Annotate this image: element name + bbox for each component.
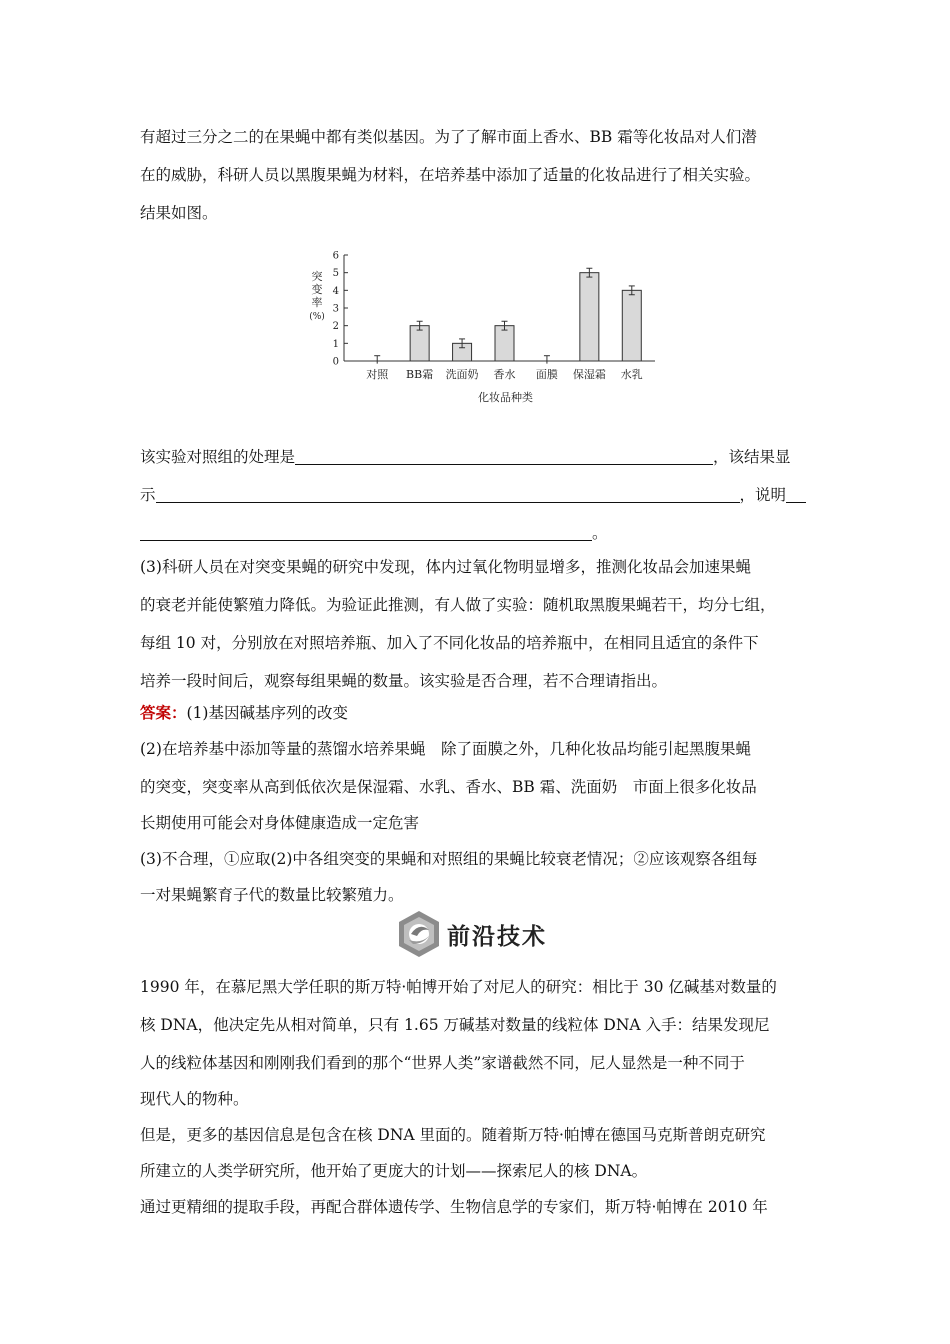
q2-line-1-tail: ，该结果显 — [713, 448, 791, 466]
bar — [495, 326, 514, 361]
q2-line-2-tail: ，说明 — [739, 486, 787, 504]
bar — [580, 273, 599, 361]
frontier-p1-line-4: 现代人的物种。 — [140, 1090, 249, 1108]
answer-3-line-2: 一对果蝇繁育子代的数量比较繁殖力。 — [140, 886, 404, 904]
answer-3-line-1: (3)不合理，①应取(2)中各组突变的果蝇和对照组的果蝇比较衰老情况；②应该观察各组每 — [140, 850, 758, 868]
frontier-p2-line-2: 所建立的人类学研究所，他开始了更庞大的计划——探索尼人的核 DNA。 — [140, 1162, 648, 1180]
answer-2-line-2: 的突变，突变率从高到低依次是保湿霜、水乳、香水、BB 霜、洗面奶 市面上很多化妆品 — [140, 778, 757, 796]
y-tick-label: 6 — [332, 250, 339, 262]
bar — [410, 326, 429, 361]
q3-line-4: 培养一段时间后，观察每组果蝇的数量。该实验是否合理，若不合理请指出。 — [140, 672, 668, 690]
q3-line-2: 的衰老并能使繁殖力降低。为验证此推测，有人做了实验：随机取黑腹果蝇若干，均分七组， — [140, 596, 776, 614]
x-tick-label: BB霜 — [406, 368, 434, 381]
frontier-logo-icon — [395, 910, 443, 958]
y-axis-label: 突 — [311, 270, 323, 283]
answer-2-line-3: 长期使用可能会对身体健康造成一定危害 — [140, 814, 420, 832]
q3-line-3: 每组 10 对，分别放在对照培养瓶、加入了不同化妆品的培养瓶中，在相同且适宜的条件下 — [140, 634, 759, 652]
y-tick-label: 3 — [332, 303, 339, 315]
q2-line-2 — [140, 484, 820, 506]
q2-line-2-text: 示 — [140, 486, 156, 504]
q2-line-1 — [140, 446, 820, 468]
x-tick-label: 水乳 — [620, 368, 643, 381]
answer-line-1 — [140, 702, 820, 724]
x-tick-label: 保湿霜 — [572, 368, 606, 381]
q2-line-1-text: 该实验对照组的处理是 — [140, 448, 296, 466]
frontier-p2-line-1: 但是，更多的基因信息是包含在核 DNA 里面的。随着斯万特·帕博在德国马克斯普朗克研究 — [140, 1126, 766, 1144]
intro-line-3: 结果如图。 — [140, 204, 218, 222]
x-tick-label: 香水 — [493, 368, 516, 381]
y-tick-label: 2 — [332, 321, 339, 333]
frontier-p1-line-2: 核 DNA，他决定先从相对简单，只有 1.65 万碱基对数量的线粒体 DNA 入手：结果发现尼 — [140, 1016, 770, 1034]
frontier-p1-line-3: 人的线粒体基因和刚刚我们看到的那个“世界人类”家谱截然不同，尼人显然是一种不同于 — [140, 1054, 745, 1072]
frontier-p3-line-1: 通过更精细的提取手段，再配合群体遗传学、生物信息学的专家们，斯万特·帕博在 2010 年 — [140, 1198, 768, 1216]
q3-line-1: (3)科研人员在对突变果蝇的研究中发现，体内过氧化物明显增多，推测化妆品会加速果蝇 — [140, 558, 751, 576]
answer-blank-2[interactable] — [156, 486, 740, 503]
y-tick-label: 4 — [332, 285, 339, 297]
frontier-banner-title: 前沿技术 — [447, 924, 547, 950]
y-tick-label: 5 — [332, 268, 339, 280]
q2-line-3-tail: 。 — [592, 524, 608, 542]
x-tick-label: 洗面奶 — [445, 368, 479, 381]
y-tick-label: 1 — [332, 338, 339, 350]
x-tick-label: 面膜 — [535, 368, 558, 381]
y-axis-label: 变 — [311, 283, 323, 296]
y-tick-label: 0 — [332, 356, 339, 368]
intro-line-2: 在的威胁，科研人员以黑腹果蝇为材料，在培养基中添加了适量的化妆品进行了相关实验。 — [140, 166, 761, 184]
frontier-p1-line-1: 1990 年，在慕尼黑大学任职的斯万特·帕博开始了对尼人的研究：相比于 30 亿碱基对数量的 — [140, 978, 777, 996]
x-tick-label: 对照 — [366, 368, 389, 381]
answer-blank-4[interactable] — [140, 524, 592, 541]
answer-blank-1[interactable] — [295, 448, 713, 465]
answer-blank-3[interactable] — [786, 486, 806, 503]
q2-line-3 — [140, 522, 820, 544]
y-axis-label: 率 — [311, 296, 323, 309]
mutation-rate-chart — [300, 240, 660, 410]
answer-label: 答案： — [140, 703, 187, 722]
frontier-banner — [395, 908, 555, 960]
y-axis-label: (%) — [309, 312, 325, 322]
answer-1-text: (1)基因碱基序列的改变 — [186, 704, 348, 722]
bar — [622, 290, 641, 361]
x-axis-label: 化妆品种类 — [478, 391, 533, 404]
intro-line-1: 有超过三分之二的在果蝇中都有类似基因。为了了解市面上香水、BB 霜等化妆品对人们潜 — [140, 128, 757, 146]
answer-2-line-1: (2)在培养基中添加等量的蒸馏水培养果蝇 除了面膜之外，几种化妆品均能引起黑腹果蝇 — [140, 740, 751, 758]
